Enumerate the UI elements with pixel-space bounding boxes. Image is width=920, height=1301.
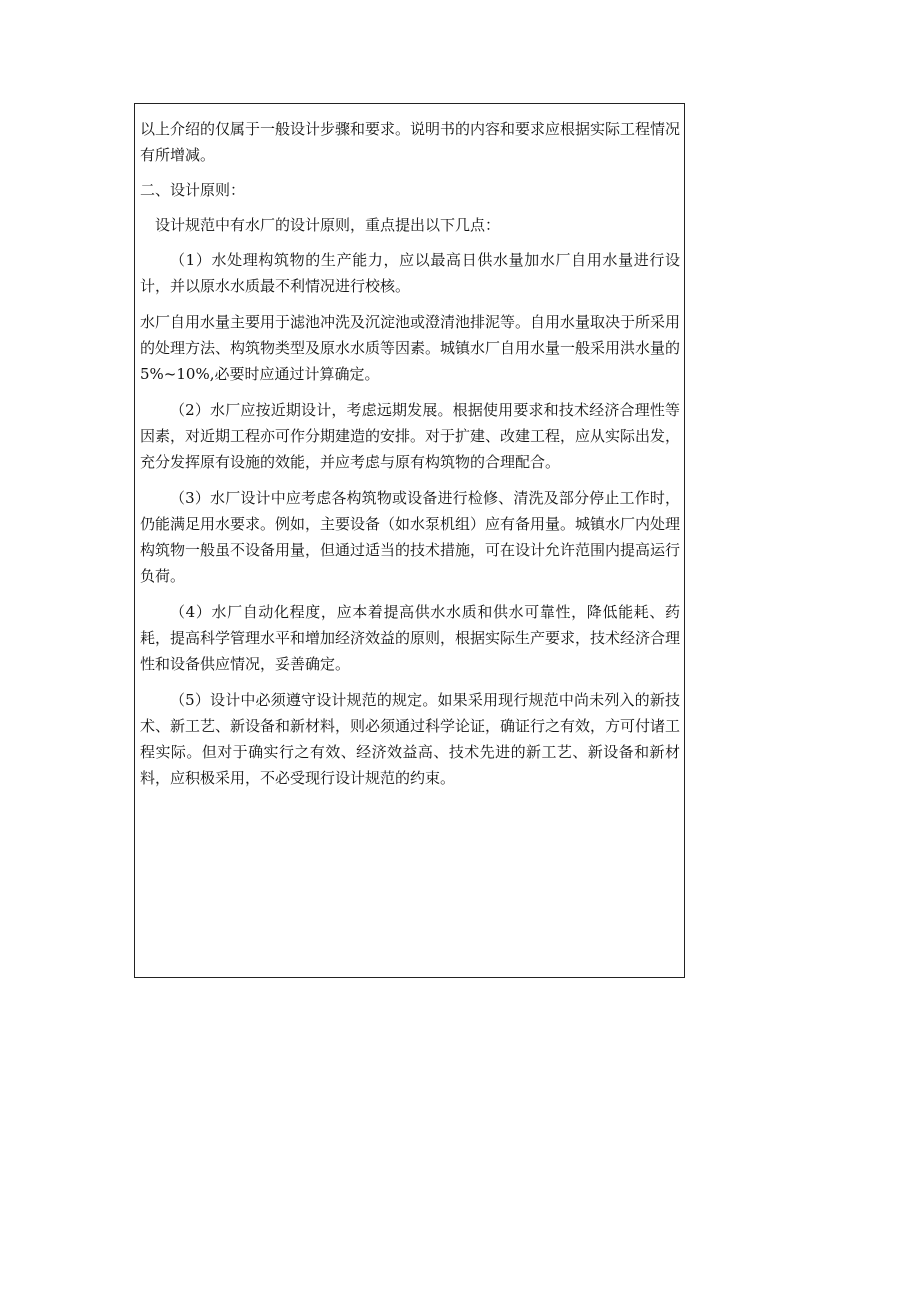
self-use-water-paragraph: 水厂自用水量主要用于滤池冲洗及沉淀池或澄清池排泥等。自用水量取决于所采用的处理方法、构筑物类型及原水水质等因素。城镇水厂自用水量一般采用洪水量的5%~10%,必要时应通过计算确定。 xyxy=(140,313,681,383)
principle-2-paragraph: （2）水厂应按近期设计，考虑远期发展。根据使用要求和技术经济合理性等因素，对近期工程亦可作分期建造的安排。对于扩建、改建工程，应从实际出发，充分发挥原有设施的效能，并应考虑与原有构筑物的合理配合。 xyxy=(140,401,681,471)
principles-lead-paragraph: 设计规范中有水厂的设计原则，重点提出以下几点： xyxy=(155,216,501,234)
principle-3-paragraph: （3）水厂设计中应考虑各构筑物或设备进行检修、清洗及部分停止工作时，仍能满足用水要求。例如，主要设备（如水泵机组）应有备用量。城镇水厂内处理构筑物一般虽不设备用量，但通过适当的技术措施，可在设计允许范围内提高运行负荷。 xyxy=(140,489,681,585)
principle-4-paragraph: （4）水厂自动化程度，应本着提高供水水质和供水可靠性，降低能耗、药耗，提高科学管理水平和增加经济效益的原则，根据实际生产要求，技术经济合理性和设备供应情况，妥善确定。 xyxy=(140,603,681,673)
document-table-cell xyxy=(134,103,685,978)
intro-paragraph: 以上介绍的仅属于一般设计步骤和要求。说明书的内容和要求应根据实际工程情况有所增减。 xyxy=(140,120,681,164)
section-heading-design-principles: 二、设计原则： xyxy=(140,181,246,199)
principle-5-paragraph: （5）设计中必须遵守设计规范的规定。如果采用现行规范中尚未列入的新技术、新工艺、新设备和新材料，则必须通过科学论证，确证行之有效，方可付诸工程实际。但对于确实行之有效、经济效益高、技术先进的新工艺、新设备和新材料，应积极采用，不必受现行设计规范的约束。 xyxy=(140,691,681,787)
principle-1-paragraph: （1）水处理构筑物的生产能力，应以最高日供水量加水厂自用水量进行设计，并以原水水质最不利情况进行校核。 xyxy=(140,251,680,295)
document-body xyxy=(140,116,680,801)
